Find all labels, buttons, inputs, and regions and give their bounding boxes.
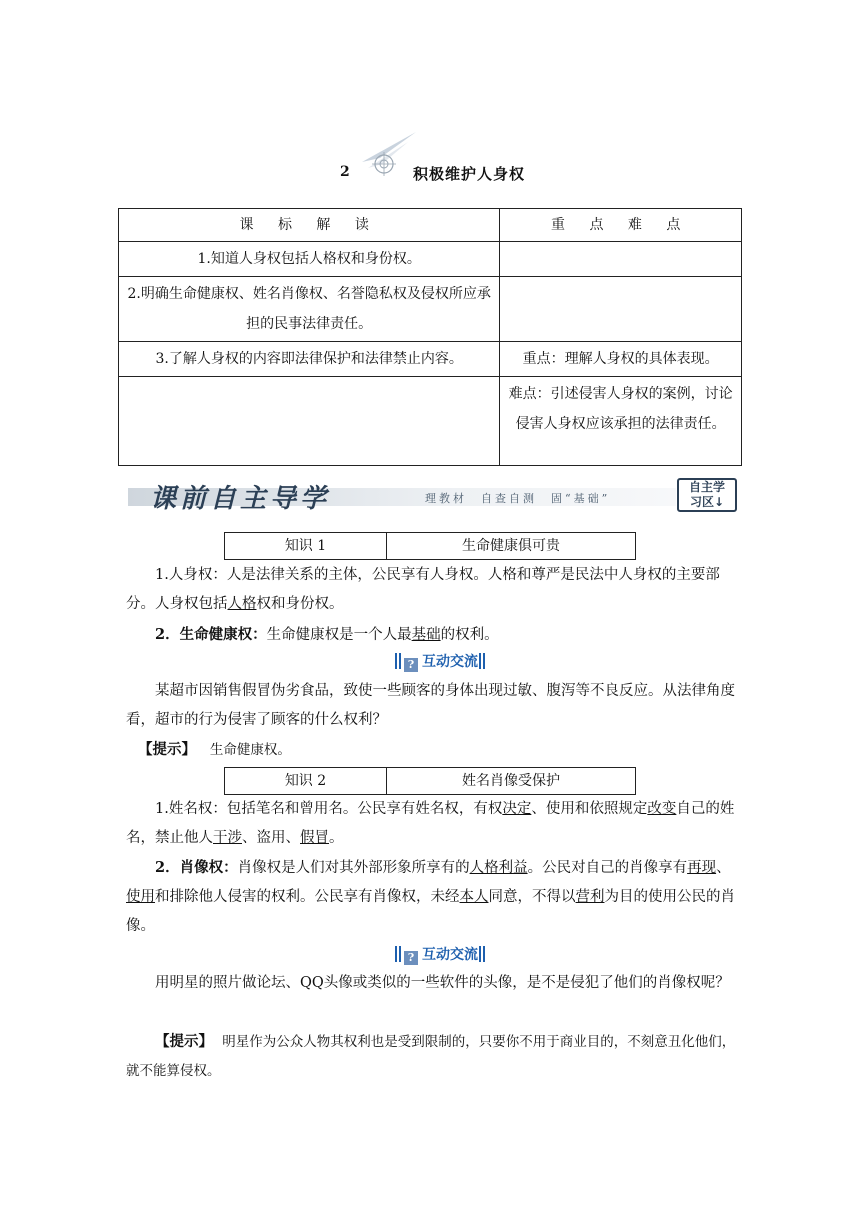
table-cell bbox=[500, 277, 742, 342]
text-span: 1.人身权：人是法律关系的主体，公民享有人身权。人格和尊严是民法中人身权的主要部分。人身权包括 bbox=[126, 567, 720, 612]
knowledge-label: 知识 2 bbox=[225, 768, 387, 794]
interact-label: 互动交流 bbox=[422, 947, 478, 963]
knowledge-title: 姓名肖像受保护 bbox=[462, 773, 560, 789]
hint-text: 明星作为公众人物其权利也是受到限制的，只要你不用于商业目的，不刻意丑化他们，就不能算侵权。 bbox=[126, 1034, 736, 1079]
section-banner-subtitle: 理教材 自查自测 固“基础” bbox=[425, 492, 611, 505]
text-span: 为目的使用公民的肖像。 bbox=[126, 889, 735, 934]
objectives-table bbox=[118, 208, 742, 466]
text-span: 肖像权是人们对其外部形象所享有的 bbox=[237, 860, 470, 876]
table-header-row bbox=[119, 209, 742, 242]
text-span: 同意，不得以 bbox=[488, 889, 576, 905]
text-span: 权和身份权。 bbox=[256, 596, 344, 612]
term-heading: 2．生命健康权： bbox=[155, 626, 267, 643]
k1-question: 某超市因销售假冒伪劣食品，致使一些顾客的身体出现过敏、腹泻等不良反应。从法律角度看，超市的行为侵害了顾客的什么权利？ bbox=[126, 683, 735, 728]
knowledge-label: 知识 1 bbox=[225, 533, 387, 559]
underlined-answer: 营利 bbox=[575, 889, 605, 905]
table-cell bbox=[500, 242, 742, 277]
header-key-points: 重 点 难 点 bbox=[500, 209, 742, 242]
k1-paragraph-personal-rights bbox=[126, 561, 736, 619]
text-span: 、使用和依照规定 bbox=[531, 801, 648, 817]
knowledge-box-1 bbox=[224, 532, 636, 560]
text-span: 和排除他人侵害的权利。公民享有肖像权，未经 bbox=[155, 889, 460, 905]
text-span: 1.姓名权：包括笔名和曾用名。公民享有姓名权，有权 bbox=[155, 801, 503, 817]
k1-paragraph-life-health bbox=[126, 620, 736, 650]
question-icon: ? bbox=[404, 951, 418, 965]
table-row bbox=[119, 242, 742, 277]
hint-label: 【提示】 bbox=[138, 741, 196, 758]
self-study-badge bbox=[677, 478, 737, 512]
k2-paragraph-portrait-right bbox=[126, 853, 736, 941]
table-cell bbox=[119, 377, 500, 466]
underlined-answer: 人格利益 bbox=[469, 860, 528, 876]
underlined-answer: 人格 bbox=[227, 596, 257, 612]
underlined-answer: 再现 bbox=[687, 860, 717, 876]
underlined-answer: 使用 bbox=[126, 889, 155, 905]
interact-tag bbox=[394, 651, 486, 673]
underlined-answer: 改变 bbox=[647, 801, 677, 817]
hint-label: 【提示】 bbox=[155, 1033, 213, 1050]
text-span: 。公民对自己的肖像享有 bbox=[527, 860, 688, 876]
underlined-answer: 基础 bbox=[411, 627, 441, 643]
table-cell: 重点：理解人身权的具体表现。 bbox=[500, 342, 742, 377]
badge-line2: 习区↓ bbox=[689, 495, 725, 509]
term-heading: 2．肖像权： bbox=[155, 859, 238, 876]
question-icon: ? bbox=[404, 658, 418, 672]
lesson-number: 2 bbox=[340, 164, 350, 180]
section-banner-title: 课前自主导学 bbox=[150, 484, 331, 514]
table-cell: 1.知道人身权包括人格权和身份权。 bbox=[119, 242, 500, 277]
badge-line1: 自主学 bbox=[688, 480, 725, 494]
hint-text: 生命健康权。 bbox=[209, 742, 291, 758]
table-cell: 2.明确生命健康权、姓名肖像权、名誉隐私权及侵权所应承担的民事法律责任。 bbox=[119, 277, 500, 342]
table-row bbox=[119, 377, 742, 466]
header-curriculum: 课 标 解 读 bbox=[119, 209, 500, 242]
k2-paragraph-name-right bbox=[126, 795, 736, 853]
compass-star-logo bbox=[358, 128, 418, 188]
text-span: 的权利。 bbox=[440, 627, 499, 643]
k1-hint bbox=[138, 735, 748, 765]
table-cell: 难点：引述侵害人身权的案例，讨论侵害人身权应该承担的法律责任。 bbox=[500, 377, 742, 466]
knowledge-box-2 bbox=[224, 767, 636, 795]
k2-hint bbox=[126, 1027, 736, 1086]
text-span: 自己的姓名，禁止他人 bbox=[126, 801, 735, 846]
text-span: 。 bbox=[329, 830, 344, 846]
underlined-answer: 本人 bbox=[459, 889, 489, 905]
underlined-answer: 假冒 bbox=[300, 830, 329, 846]
text-span: 生命健康权是一个人最 bbox=[266, 627, 412, 643]
text-span: 、 bbox=[716, 860, 731, 876]
underlined-answer: 干涉 bbox=[213, 830, 242, 846]
table-cell: 3.了解人身权的内容即法律保护和法律禁止内容。 bbox=[119, 342, 500, 377]
interact-tag bbox=[394, 944, 486, 966]
knowledge-title: 生命健康俱可贵 bbox=[462, 538, 560, 554]
table-row bbox=[119, 342, 742, 377]
table-row bbox=[119, 277, 742, 342]
underlined-answer: 决定 bbox=[502, 801, 532, 817]
interact-label: 互动交流 bbox=[422, 654, 478, 670]
lesson-title: 积极维护人身权 bbox=[413, 165, 526, 183]
k2-question: 用明星的照片做论坛、QQ头像或类似的一些软件的头像，是不是侵犯了他们的肖像权呢？ bbox=[155, 975, 730, 991]
text-span: 、盗用、 bbox=[242, 830, 300, 846]
